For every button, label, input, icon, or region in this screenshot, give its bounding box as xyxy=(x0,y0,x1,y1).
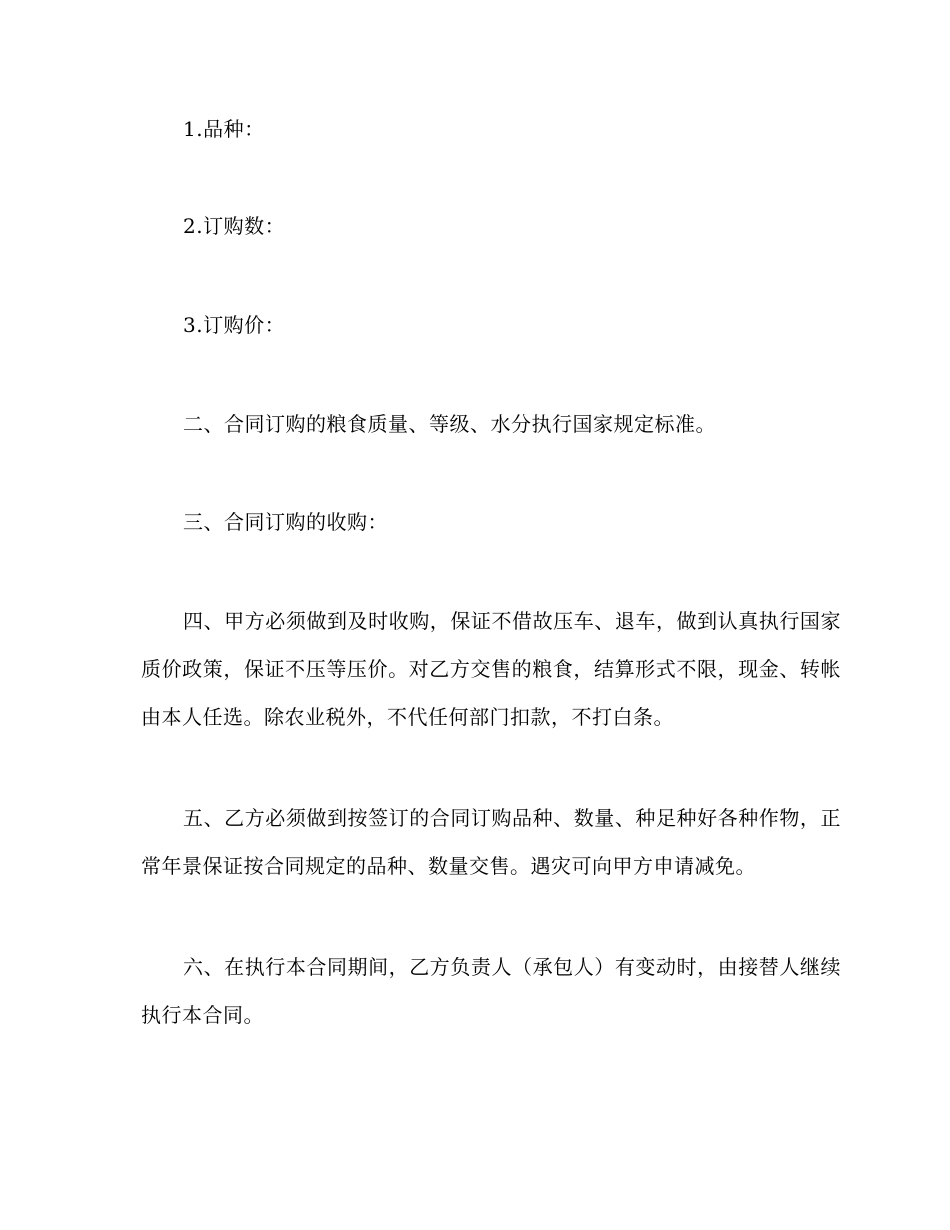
clause-4-party-a: 四、甲方必须做到及时收购，保证不借故压车、退车，做到认真执行国家质价政策，保证不压等压价。对乙方交售的粮食，结算形式不限，现金、转帐由本人任选。除农业税外，不代任何部门扣款，不打白条。 xyxy=(141,609,841,729)
clause-5-party-b: 五、乙方必须做到按签订的合同订购品种、数量、种足种好各种作物，正常年景保证按合同规定的品种、数量交售。遇灾可向甲方申请减免。 xyxy=(141,806,841,878)
clause-3-purchase: 三、合同订购的收购： xyxy=(183,510,388,534)
item-variety: 1.品种： xyxy=(183,117,265,141)
clause-2-quality: 二、合同订购的粮食质量、等级、水分执行国家规定标准。 xyxy=(183,412,716,436)
item-order-price: 3.订购价： xyxy=(183,313,286,337)
item-order-quantity: 2.订购数： xyxy=(183,214,286,238)
clause-6-change: 六、在执行本合同期间，乙方负责人（承包人）有变动时，由接替人继续执行本合同。 xyxy=(141,955,841,1027)
